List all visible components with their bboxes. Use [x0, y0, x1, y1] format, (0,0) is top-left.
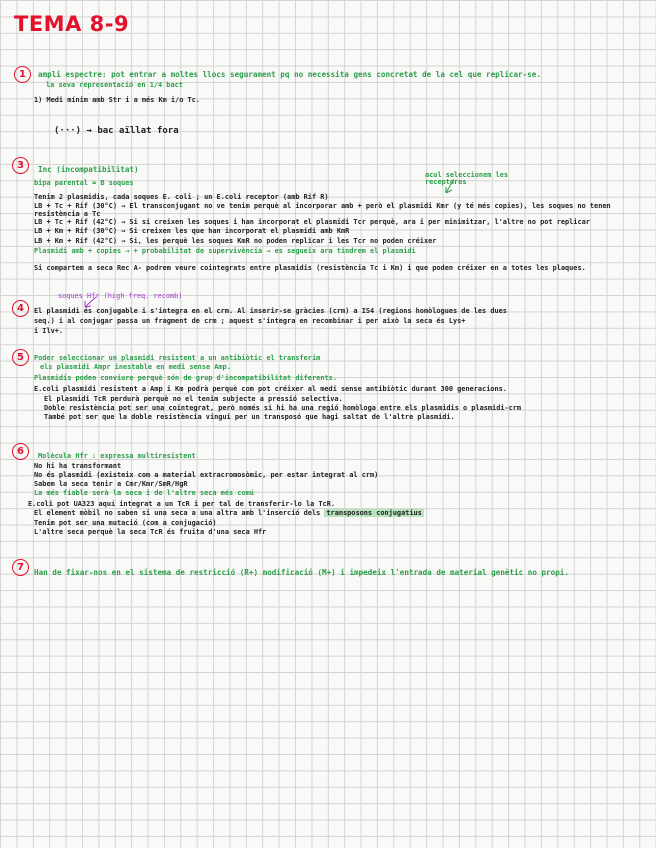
section-number-7: 7: [12, 559, 29, 576]
s6-line-5: La més fiable serà la seca i de l'altre seca més comú: [34, 489, 254, 497]
s3-line-1: Inc (incompatibilitat): [38, 165, 139, 174]
s5-line-2: els plasmidi Ampr inestable en medi sense Amp.: [40, 363, 231, 371]
s6-line-3: No és plasmidi (existeix com a material extracromosòmic, per estar integrat al crm): [34, 471, 379, 479]
s5-line-4: E.coli plasmidi resistent a Amp i Km podrà perquè com pot créixer al medi sense antibiòtic durant 300 generacions.: [34, 385, 507, 393]
s3-line-10: Si compartem a seca Rec A- podrem veure cointegrats entre plasmidis (resistència Tc i Km) i que poden créixer en a totes les plaques.: [34, 264, 586, 272]
s7-line-1: Han de fixar-nos en el sistema de restricció (R+) modificació (M+) i impedeix l'entrada de material genètic no propi.: [34, 568, 569, 577]
s5-line-5: El plasmidi TcR perdurà perquè no el tenim subjecte a pressió selectiva.: [44, 395, 343, 403]
s4-line-3: i Ilv+.: [34, 327, 64, 335]
s3-line-8: LB + Km + Rif (42°C) → Si, les perquè les soques KmR no poden replicar i les Tcr no poden créixer: [34, 237, 437, 245]
s6-line-9: L'altre seca perquè la seca TcR és fruita d'una seca Hfr: [34, 528, 267, 536]
section-number-4: 4: [12, 300, 29, 317]
arrow-hfr-icon: [80, 296, 100, 310]
s4-line-1: El plasmidi és conjugable i s'integra en el crm. Al inserir-se gràcies (crm) a IS4 (regions homòlogues de les dues: [34, 307, 507, 315]
s3-line-6: LB + Tc + Rif (42°C) → Si sí creixen les soques i han incorporat el plasmidi Tcr perquè, ara i per minimitzar, l'altre no pot replicar: [34, 218, 590, 226]
s6-line-6: E.coli pot UA323 aquí integrat a un TcR i per tal de transferir-lo la TcR.: [28, 500, 335, 508]
s3-line-9: Plasmidi amb + copies → + probabilitat de supervivència → es segueix ara tindrem el plasmidi: [34, 247, 416, 255]
s1-line-4: (···) → bac aïllat fora: [54, 126, 179, 136]
section-number-1: 1: [14, 66, 31, 83]
highlight-conjugative-transposons: transposons conjugatius: [326, 509, 422, 517]
s4-line-2: seq.) i al conjugar passa un fragment de crm ; aquest s'integra en recombinar i per això la seca és Lys+: [34, 317, 466, 325]
section-number-5: 5: [12, 349, 29, 366]
page-title: TEMA 8-9: [14, 12, 130, 36]
s4-annotation-hfr: soques Hfr (high freq. recomb): [58, 292, 183, 300]
s6-line-4: Sabem la seca tenir a Cmr/Kmr/SmR/HgR: [34, 480, 188, 488]
section-number-6: 6: [12, 443, 29, 460]
s3-line-2: bipa parental = B soques: [34, 179, 134, 187]
s3-annotation-receptors: acul seleccionem les receptores: [425, 171, 508, 186]
s1-line-1: ampli espectre: pot entrar a moltes llocs segurament pq no necessita gens concretat de la cel que replicar-se.: [38, 70, 541, 79]
section-number-3: 3: [12, 157, 29, 174]
s1-line-3: 1) Medi mínim amb Str i a més Km i/o Tc.: [34, 96, 200, 104]
s6-line-2: No hi ha transformant: [34, 462, 122, 470]
s5-line-6: Doble resistència pot ser una cointegrat, però només si hi ha una regió homòloga entre els plasmidis o plasmidi-crm: [44, 404, 522, 412]
s3-line-7: LB + Km + Rif (30°C) → Si creixen les que han incorporat el plasmidi amb KmR: [34, 227, 350, 235]
s3-line-5: LB + Tc + Rif (30°C) → El transconjugant no ve tenim perquè al incorporar amb + però el plasmidi Kmr (y té més copies), les soques no tenen resistència a Tc: [34, 202, 611, 218]
s5-line-7: També pot ser que la doble resistència vingui per un transposó que hagi saltat de l'altre plasmidi.: [44, 413, 455, 421]
s1-line-2: la seva representació en 1/4 bact: [46, 81, 183, 89]
s3-line-4: Tenim 2 plasmidis, cada soques E. coli ; un E.coli receptor (amb Rif R): [34, 193, 329, 201]
s6-line-7-text: El element mòbil no saben si una seca a una altra amb l'inserció dels: [34, 509, 321, 517]
s6-line-7: [34, 509, 424, 517]
s6-line-8: Tenim pot ser una mutació (com a conjugació): [34, 519, 217, 527]
arrow-down-icon: [440, 178, 460, 196]
s6-line-1: Molècula Hfr : expressa multiresistent: [38, 452, 196, 460]
s5-line-3: Plasmidis poden conviure perquè són de grup d'incompatibilitat diferents.: [34, 374, 337, 382]
s5-line-1: Poder seleccionar un plasmidi resistent a un antibiòtic el transferim: [34, 354, 321, 362]
